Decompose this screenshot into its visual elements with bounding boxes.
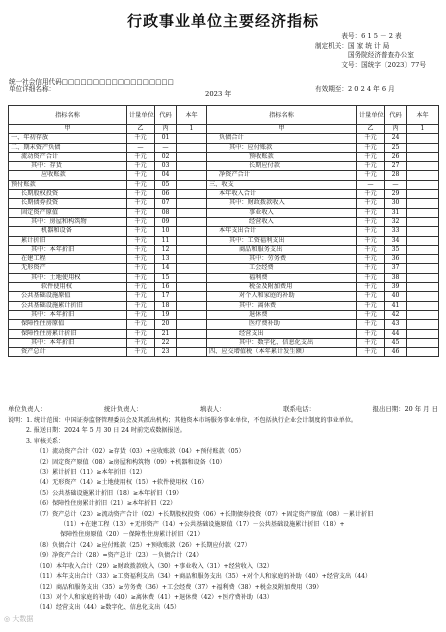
table-row: [9, 338, 439, 347]
meta-line-0: 表号：6 1 5 － 2 表: [341, 32, 402, 40]
table-cell: 千元: [127, 190, 155, 199]
table-cell: 14: [155, 264, 177, 273]
table-cell: 46: [385, 348, 407, 357]
value-cell[interactable]: [177, 236, 207, 245]
table-cell: 其中：应付账款: [207, 143, 357, 152]
table-cell: 其中：工资福利支出: [207, 236, 357, 245]
table-row: [9, 329, 439, 338]
table-cell: 40: [385, 292, 407, 301]
table-cell: 04: [155, 171, 177, 180]
note-line: （3）累计折旧（11）≥本年折旧（12）: [36, 469, 146, 477]
value-cell[interactable]: [407, 134, 439, 143]
table-cell: 其中：劳务费: [207, 255, 357, 264]
table-cell: 资产总计: [9, 348, 127, 357]
table-cell: 经营支出: [207, 329, 357, 338]
value-cell[interactable]: [407, 199, 439, 208]
table-cell: 其中：土地使用权: [9, 273, 127, 282]
table-row: [9, 283, 439, 292]
value-cell[interactable]: [407, 245, 439, 254]
note-line: （8）负债合计（24）≥应付账款（25）+预收账款（26）+长期应付款（27）: [36, 541, 251, 549]
table-cell: 17: [155, 292, 177, 301]
table-cell: 其中：数字化、信息化支出: [207, 338, 357, 347]
table-cell: 30: [385, 199, 407, 208]
table-cell: 43: [385, 320, 407, 329]
table-cell: 本年支出合计: [207, 227, 357, 236]
table-row: [9, 162, 439, 171]
table-cell: 乙: [357, 125, 385, 134]
table-cell: 千元: [127, 152, 155, 161]
note-line: （4）无形资产（14）≥土地使用权（15）+软件使用权（16）: [36, 479, 208, 487]
table-cell: 26: [385, 152, 407, 161]
table-cell: —: [357, 180, 385, 189]
table-cell: 千元: [357, 190, 385, 199]
table-cell: 05: [155, 180, 177, 189]
table-cell: 1: [407, 125, 439, 134]
table-cell: 税金及附加费用: [207, 283, 357, 292]
table-cell: 千元: [357, 134, 385, 143]
table-cell: 15: [155, 273, 177, 282]
value-cell[interactable]: [407, 143, 439, 152]
col-header: 计量单位: [127, 106, 155, 125]
value-cell[interactable]: [177, 301, 207, 310]
note-line: （6）保障性住房累计折旧（21）≥本年折旧（22）: [36, 500, 177, 508]
value-cell[interactable]: [177, 199, 207, 208]
table-cell: 事业收入: [207, 208, 357, 217]
table-cell: 千元: [127, 227, 155, 236]
table-row: [9, 255, 439, 264]
value-cell[interactable]: [177, 329, 207, 338]
table-cell: 02: [155, 152, 177, 161]
table-cell: 1: [177, 125, 207, 134]
table-cell: 其中：房屋和构筑物: [9, 217, 127, 226]
credit-code-line[interactable]: 统一社会信用代码□□□□□□□□□□□□□□□□□□: [9, 78, 174, 86]
note-line: （9）净资产合计（28）=资产总计（23）－负债合计（24）: [36, 552, 203, 560]
note-line: （14）经营支出（44）≥数字化、信息化支出（45）: [36, 604, 181, 612]
note-line: （11）+在建工程（13）+无形资产（14）+公共基础设施原值（17）－公共基础设施累计折旧（18）+: [60, 521, 345, 529]
note-line: 3. 审核关系：: [26, 437, 65, 445]
value-cell[interactable]: [407, 310, 439, 319]
table-row: [9, 310, 439, 319]
value-cell[interactable]: [407, 227, 439, 236]
report-date-field[interactable]: 报出日期：20 年 月 日: [372, 405, 438, 413]
table-cell: 千元: [127, 301, 155, 310]
table-cell: 41: [385, 301, 407, 310]
note-line: （1）流动资产合计（02）≥存货（03）+应收账款（04）+预付账款（05）: [36, 448, 245, 456]
table-cell: 千元: [127, 180, 155, 189]
table-cell: 千元: [357, 171, 385, 180]
table-cell: 公共基础设施原值: [9, 292, 127, 301]
table-cell: 千元: [357, 245, 385, 254]
table-cell: 千元: [357, 217, 385, 226]
table-cell: 千元: [127, 134, 155, 143]
table-cell: 08: [155, 208, 177, 217]
value-cell[interactable]: [177, 208, 207, 217]
table-cell: 21: [155, 329, 177, 338]
note-line: （5）公共基础设施累计折旧（18）≥本年折旧（19）: [36, 489, 183, 497]
table-cell: 千元: [127, 255, 155, 264]
table-cell: 固定资产原值: [9, 208, 127, 217]
table-cell: 负债合计: [207, 134, 357, 143]
table-cell: 千元: [127, 264, 155, 273]
table-cell: 千元: [127, 329, 155, 338]
table-row: [9, 190, 439, 199]
table-cell: 其中：离休费: [207, 301, 357, 310]
table-cell: 千元: [357, 227, 385, 236]
value-cell[interactable]: [177, 180, 207, 189]
table-cell: 千元: [357, 264, 385, 273]
value-cell[interactable]: [177, 338, 207, 347]
table-row: [9, 199, 439, 208]
table-cell: 千元: [127, 208, 155, 217]
table-cell: 19: [155, 310, 177, 319]
value-cell[interactable]: [177, 245, 207, 254]
table-cell: 07: [155, 199, 177, 208]
value-cell[interactable]: [407, 171, 439, 180]
table-cell: 22: [155, 338, 177, 347]
note-line: 2. 报送日期：2024 年 5 月 30 日 24 时前完成数据报送。: [26, 427, 186, 435]
value-cell[interactable]: [177, 152, 207, 161]
meta-line-1: 制定机关：国 家 统 计 局: [315, 41, 390, 50]
table-cell: 在建工程: [9, 255, 127, 264]
table-cell: 福利费: [207, 273, 357, 282]
valid-until: 有效期至：2 0 2 4 年 6 月: [315, 85, 395, 93]
table-cell: 千元: [127, 310, 155, 319]
table-cell: 37: [385, 264, 407, 273]
value-cell[interactable]: [177, 217, 207, 226]
table-cell: 16: [155, 283, 177, 292]
table-cell: 净资产合计: [207, 171, 357, 180]
note-line: （13）对个人和家庭的补助（40）≥离休费（41）+退休费（42）+医疗费补助（43）: [36, 593, 273, 601]
table-cell: 四、应交增值税（本年累计发生额）: [207, 348, 357, 357]
value-cell[interactable]: [407, 292, 439, 301]
table-cell: 千元: [127, 292, 155, 301]
table-cell: 20: [155, 320, 177, 329]
value-cell[interactable]: [407, 338, 439, 347]
table-cell: 42: [385, 310, 407, 319]
table-cell: 甲: [207, 125, 357, 134]
value-cell[interactable]: [177, 310, 207, 319]
filler-field[interactable]: 填表人：: [199, 405, 226, 413]
table-cell: 千元: [127, 283, 155, 292]
table-cell: 预收账款: [207, 152, 357, 161]
table-cell: 千元: [357, 292, 385, 301]
table-cell: 流动资产合计: [9, 152, 127, 161]
table-cell: 对个人和家庭的补助: [207, 292, 357, 301]
table-cell: 44: [385, 329, 407, 338]
table-row: [9, 217, 439, 226]
table-row: [9, 134, 439, 143]
value-cell[interactable]: [407, 217, 439, 226]
table-cell: 千元: [357, 320, 385, 329]
table-cell: 千元: [127, 162, 155, 171]
watermark: ◎ 大数据: [4, 615, 34, 623]
table-cell: 保障性住房原值: [9, 320, 127, 329]
table-cell: 千元: [357, 338, 385, 347]
table-cell: 一、年初存放: [9, 134, 127, 143]
col-header: 本年: [407, 106, 439, 125]
table-cell: 其中：本年折旧: [9, 310, 127, 319]
form-title: 行政事业单位主要经济指标: [126, 12, 319, 30]
table-cell: —: [385, 180, 407, 189]
value-cell[interactable]: [177, 320, 207, 329]
table-header-row: [9, 106, 439, 125]
col-header: 指标名称: [9, 106, 127, 125]
value-cell[interactable]: [407, 264, 439, 273]
table-cell: 千元: [357, 273, 385, 282]
table-cell: 千元: [127, 245, 155, 254]
value-cell[interactable]: [407, 180, 439, 189]
table-cell: 软件使用权: [9, 283, 127, 292]
table-row: [9, 264, 439, 273]
table-cell: 千元: [357, 255, 385, 264]
value-cell[interactable]: [177, 283, 207, 292]
value-cell[interactable]: [177, 348, 207, 357]
note-line: （12）商品和服务支出（35）≥劳务费（36）+工会经费（37）+福利费（38）+税金及附加费用（39）: [36, 583, 323, 591]
notes-section: [8, 416, 438, 614]
table-cell: 32: [385, 217, 407, 226]
value-cell[interactable]: [177, 143, 207, 152]
table-cell: 其中：财政拨款收入: [207, 199, 357, 208]
table-cell: 甲: [9, 125, 127, 134]
table-cell: 乙: [127, 125, 155, 134]
table-cell: 06: [155, 190, 177, 199]
table-cell: 长期债券投资: [9, 199, 127, 208]
table-cell: 03: [155, 162, 177, 171]
table-row: [9, 320, 439, 329]
table-cell: 45: [385, 338, 407, 347]
table-cell: 34: [385, 236, 407, 245]
table-row: [9, 152, 439, 161]
table-row: [9, 273, 439, 282]
note-line: （11）本年支出合计（33）≥工资福利支出（34）+商品和服务支出（35）+对个人和家庭的补助（40）+经营支出（44）: [36, 573, 372, 581]
col-header: 本年: [177, 106, 207, 125]
report-year: 2023 年: [205, 90, 232, 98]
col-header: 代码: [155, 106, 177, 125]
value-cell[interactable]: [407, 329, 439, 338]
table-cell: 预付账款: [9, 180, 127, 189]
table-cell: 千元: [357, 348, 385, 357]
value-cell[interactable]: [407, 348, 439, 357]
table-cell: 工会经费: [207, 264, 357, 273]
table-cell: 13: [155, 255, 177, 264]
note-line: 说明：1. 统计范围：中国证券监督管理委员会及其派出机构；其他资本市场服务事业单位，不包括执行企业会计制度的事业单位。: [8, 417, 358, 424]
meta-line-3: 文号：国统字〔2023〕77号: [341, 60, 426, 69]
table-cell: 千元: [127, 199, 155, 208]
col-header: 代码: [385, 106, 407, 125]
table-row: [9, 208, 439, 217]
value-cell[interactable]: [177, 134, 207, 143]
table-cell: 27: [385, 162, 407, 171]
table-cell: 33: [385, 227, 407, 236]
table-cell: 29: [385, 190, 407, 199]
table-cell: 无形资产: [9, 264, 127, 273]
table-row: [9, 292, 439, 301]
value-cell[interactable]: [177, 190, 207, 199]
table-cell: 千元: [357, 329, 385, 338]
table-cell: 三、收支: [207, 180, 357, 189]
note-line: （10）本年收入合计（29）≥财政拨款收入（30）+事业收入（31）+经营收入（32）: [36, 562, 273, 570]
value-cell[interactable]: [407, 162, 439, 171]
value-cell[interactable]: [407, 320, 439, 329]
value-cell[interactable]: [177, 264, 207, 273]
table-cell: 应收账款: [9, 171, 127, 180]
table-cell: —: [127, 143, 155, 152]
table-row: [9, 236, 439, 245]
table-cell: 经营收入: [207, 217, 357, 226]
table-cell: 28: [385, 171, 407, 180]
col-header: 计量单位: [357, 106, 385, 125]
table-cell: 累计折旧: [9, 236, 127, 245]
table-cell: 25: [385, 143, 407, 152]
table-cell: 千元: [127, 348, 155, 357]
table-row: [9, 180, 439, 189]
value-cell[interactable]: [177, 292, 207, 301]
value-cell[interactable]: [407, 301, 439, 310]
signature-line: [8, 404, 438, 413]
table-cell: 本年收入合计: [207, 190, 357, 199]
table-cell: 39: [385, 283, 407, 292]
table-cell: 其中：存货: [9, 162, 127, 171]
value-cell[interactable]: [407, 152, 439, 161]
table-cell: 保障性住房累计折旧: [9, 329, 127, 338]
value-cell[interactable]: [177, 273, 207, 282]
table-cell: 38: [385, 273, 407, 282]
value-cell[interactable]: [177, 162, 207, 171]
table-cell: 31: [385, 208, 407, 217]
table-cell: 丙: [155, 125, 177, 134]
table-cell: 退休费: [207, 310, 357, 319]
table-cell: 丙: [385, 125, 407, 134]
table-cell: 千元: [357, 310, 385, 319]
table-cell: 二、期末资产负债: [9, 143, 127, 152]
table-row: [9, 348, 439, 357]
table-cell: 千元: [357, 236, 385, 245]
table-cell: 01: [155, 134, 177, 143]
table-cell: 其中：本年折旧: [9, 245, 127, 254]
table-cell: —: [155, 143, 177, 152]
table-row: [9, 171, 439, 180]
table-cell: 千元: [127, 236, 155, 245]
table-cell: 千元: [127, 273, 155, 282]
table-cell: 千元: [357, 152, 385, 161]
table-row: [9, 245, 439, 254]
value-cell[interactable]: [407, 236, 439, 245]
phone-field[interactable]: 联系电话：: [283, 405, 316, 413]
value-cell[interactable]: [177, 255, 207, 264]
value-cell[interactable]: [177, 227, 207, 236]
table-cell: 公共基础设施累计折旧: [9, 301, 127, 310]
value-cell[interactable]: [407, 283, 439, 292]
unit-name-label[interactable]: 单位详细名称：: [9, 85, 56, 93]
value-cell[interactable]: [407, 273, 439, 282]
value-cell[interactable]: [407, 208, 439, 217]
table-cell: 千元: [357, 283, 385, 292]
table-row: [9, 125, 439, 134]
table-cell: 千元: [357, 199, 385, 208]
table-cell: 千元: [357, 143, 385, 152]
table-cell: 千元: [357, 162, 385, 171]
value-cell[interactable]: [407, 255, 439, 264]
table-cell: 36: [385, 255, 407, 264]
table-cell: 千元: [127, 217, 155, 226]
table-cell: 18: [155, 301, 177, 310]
table-cell: 09: [155, 217, 177, 226]
table-cell: 医疗费补助: [207, 320, 357, 329]
note-line: （2）固定资产原值（08）≥房屋和构筑物（09）+机器和设备（10）: [36, 458, 226, 466]
table-cell: 长期应付款: [207, 162, 357, 171]
table-cell: 10: [155, 227, 177, 236]
table-row: [9, 227, 439, 236]
meta-line-2: 国务院经济普查办公室: [348, 51, 414, 59]
table-cell: 千元: [357, 208, 385, 217]
table-cell: 商品和服务支出: [207, 245, 357, 254]
value-cell[interactable]: [177, 171, 207, 180]
form-meta-block: [308, 32, 426, 70]
table-cell: 12: [155, 245, 177, 254]
value-cell[interactable]: [407, 190, 439, 199]
table-cell: 千元: [127, 338, 155, 347]
table-cell: 机器和设备: [9, 227, 127, 236]
table-cell: 11: [155, 236, 177, 245]
table-cell: 23: [155, 348, 177, 357]
table-cell: 其中：本年折旧: [9, 338, 127, 347]
table-cell: 24: [385, 134, 407, 143]
table-cell: 35: [385, 245, 407, 254]
stat-head-field[interactable]: 统计负责人：: [103, 405, 143, 413]
unit-head-field[interactable]: 单位负责人：: [8, 405, 47, 413]
note-line: （7）资产总计（23）≥流动资产合计（02）+长期股权投资（06）+长期债券投资（07）+固定资产原值（08）－累计折旧: [36, 510, 374, 518]
table-cell: 千元: [127, 171, 155, 180]
indicator-table: [8, 105, 439, 357]
note-line: 保障性住房原值（20）－保障性住房累计折旧（21）: [60, 531, 204, 539]
table-row: [9, 301, 439, 310]
col-header: 指标名称: [207, 106, 357, 125]
table-cell: 千元: [127, 320, 155, 329]
table-cell: 长期股权投资: [9, 190, 127, 199]
table-row: [9, 143, 439, 152]
table-cell: 千元: [357, 301, 385, 310]
